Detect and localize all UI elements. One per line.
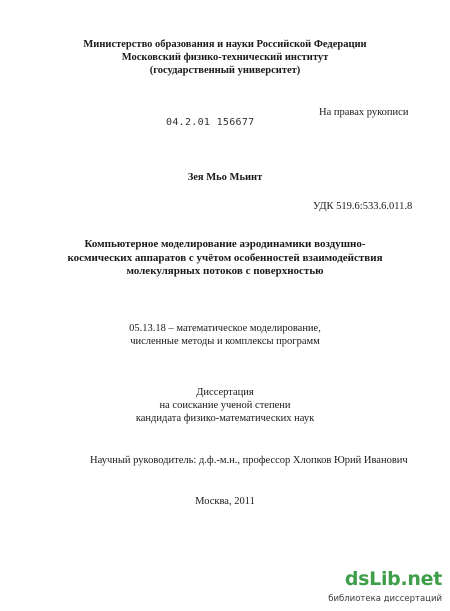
title-line: молекулярных потоков с поверхностью [126, 265, 324, 277]
degree-block [0, 386, 450, 425]
scientific-advisor: Научный руководитель: д.ф.-м.н., профессор Хлопков Юрий Иванович [90, 455, 408, 466]
specialty-code [0, 322, 450, 348]
institute-name: Московский физико-технический институт [121, 52, 329, 63]
institute-status: (государственный университет) [149, 65, 301, 76]
dslib-subtitle: библиотека диссертаций [328, 594, 442, 604]
city-year: Москва, 2011 [195, 496, 255, 507]
degree-line: Диссертация [196, 387, 254, 398]
dslib-logo: dsLib.net [344, 568, 442, 590]
ministry-header [0, 38, 450, 77]
udk-code: УДК 519.6:533.6.011.8 [313, 201, 413, 212]
archive-stamp: 04.2.01 156677 [166, 117, 255, 128]
manuscript-rights-note: На правах рукописи [319, 107, 409, 118]
dissertation-title [0, 238, 450, 279]
degree-line: кандидата физико-математических наук [135, 413, 315, 424]
degree-line: на соискание ученой степени [159, 400, 291, 411]
dslib-watermark[interactable] [318, 568, 448, 608]
ministry-name: Министерство образования и науки Российской Федерации [83, 39, 367, 50]
specialty-line: численные методы и комплексы программ [130, 336, 320, 347]
title-line: космических аппаратов с учётом особенностей взаимодействия [67, 251, 383, 264]
title-line: Компьютерное моделирование аэродинамики воздушно- [84, 238, 366, 250]
author-name: Зея Мьо Мьинт [187, 172, 263, 183]
specialty-line: 05.13.18 – математическое моделирование, [129, 323, 321, 334]
